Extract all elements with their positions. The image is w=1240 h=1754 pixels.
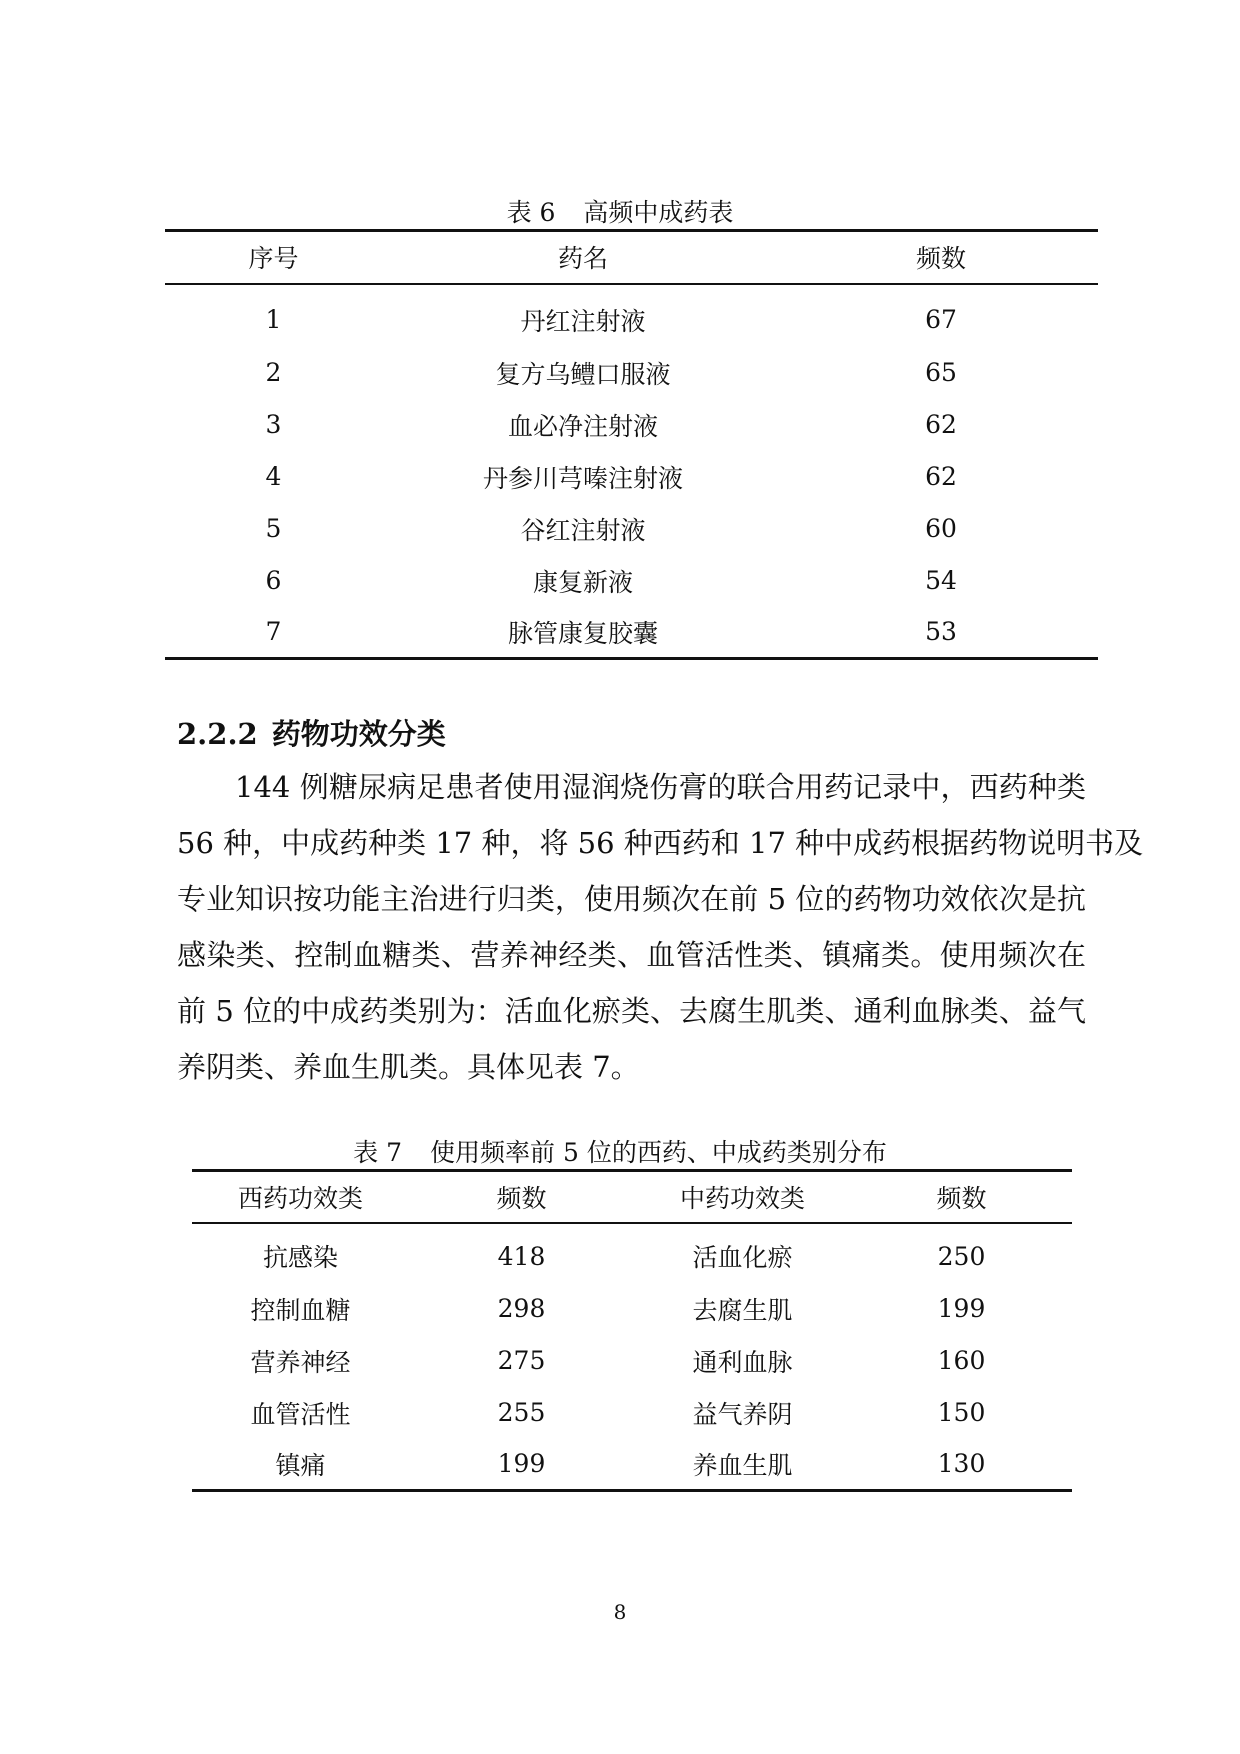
table6-header-cell: 频数 <box>784 231 1098 284</box>
table-row <box>192 1387 1072 1439</box>
table-cell: 谷红注射液 <box>520 515 646 545</box>
table-cell: 丹参川芎嗪注射液 <box>482 463 683 493</box>
table-row <box>165 555 1098 607</box>
table-cell: 250 <box>937 1241 986 1271</box>
table7-caption-label: 表 7 <box>353 1138 403 1167</box>
paragraph-line: 专业知识按功能主治进行归类，使用频次在前 5 位的药物功效依次是抗 <box>177 882 1086 916</box>
table-cell: 199 <box>937 1294 986 1323</box>
paragraph-line: 养阴类、养血生肌类。具体见表 7。 <box>177 1050 640 1084</box>
body-paragraph <box>177 759 1144 1095</box>
table-row <box>192 1283 1072 1335</box>
section-heading <box>177 712 446 753</box>
table-cell: 3 <box>265 410 282 439</box>
table-cell: 6 <box>265 566 282 595</box>
page-number: 8 <box>613 1600 627 1624</box>
table-cell: 养血生肌 <box>692 1450 793 1480</box>
table-cell: 67 <box>925 305 957 334</box>
table-cell: 活血化瘀 <box>692 1243 793 1272</box>
table-cell: 脉管康复胶囊 <box>507 618 658 648</box>
table-cell: 255 <box>497 1398 546 1427</box>
table-cell: 53 <box>925 617 957 647</box>
table-row <box>192 1223 1072 1283</box>
table-cell: 60 <box>925 514 957 543</box>
table7-header-cell: 频数 <box>851 1171 1072 1223</box>
table-cell: 150 <box>937 1398 986 1427</box>
table6-caption <box>0 193 1240 229</box>
table-cell: 血管活性 <box>250 1399 351 1429</box>
table-cell: 275 <box>497 1346 546 1375</box>
table7-header-cell: 西药功效类 <box>192 1171 409 1223</box>
table-cell: 4 <box>265 462 282 491</box>
table6-header-cell: 药名 <box>382 231 784 284</box>
table-cell: 65 <box>925 358 957 387</box>
table-cell: 复方乌鳢口服液 <box>495 359 671 389</box>
table6-caption-label: 表 6 <box>506 198 556 227</box>
table-cell: 控制血糖 <box>250 1295 351 1325</box>
table-cell: 丹红注射液 <box>520 306 646 336</box>
table-cell: 1 <box>265 305 282 334</box>
table-row <box>165 284 1098 347</box>
table-cell: 418 <box>497 1241 546 1271</box>
table-cell: 通利血脉 <box>692 1347 793 1377</box>
table7-header-row <box>192 1171 1072 1223</box>
table6-header-row <box>165 231 1098 284</box>
section-number: 2.2.2 <box>177 717 258 751</box>
paragraph-line: 144 例糖尿病足患者使用湿润烧伤膏的联合用药记录中，西药种类 <box>235 770 1086 804</box>
section-title: 药物功效分类 <box>271 717 446 751</box>
table7-caption <box>0 1133 1240 1169</box>
table-row <box>165 399 1098 451</box>
table7-caption-title: 使用频率前 5 位的西药、中成药类别分布 <box>430 1138 887 1167</box>
table-row <box>165 607 1098 659</box>
table7-header-cell: 频数 <box>409 1171 634 1223</box>
paragraph-line: 前 5 位的中成药类别为：活血化瘀类、去腐生肌类、通利血脉类、益气 <box>177 994 1086 1028</box>
table-cell: 镇痛 <box>275 1450 326 1480</box>
table-row <box>192 1335 1072 1387</box>
table-cell: 130 <box>937 1449 986 1479</box>
table-cell: 血必净注射液 <box>507 411 658 441</box>
table-cell: 298 <box>497 1294 546 1323</box>
table-row <box>165 503 1098 555</box>
table7-header-cell: 中药功效类 <box>634 1171 851 1223</box>
paragraph-line: 感染类、控制血糖类、营养神经类、血管活性类、镇痛类。使用频次在 <box>177 938 1086 972</box>
table6 <box>165 229 1098 660</box>
table-cell: 62 <box>925 410 957 439</box>
table-cell: 去腐生肌 <box>692 1295 793 1325</box>
table-cell: 2 <box>265 358 282 387</box>
table-cell: 62 <box>925 462 957 491</box>
table-cell: 7 <box>265 617 282 647</box>
table-cell: 5 <box>265 514 282 543</box>
table-cell: 益气养阴 <box>692 1399 793 1429</box>
table-cell: 营养神经 <box>250 1347 351 1377</box>
table-cell: 抗感染 <box>262 1243 338 1272</box>
table-cell: 160 <box>937 1346 986 1375</box>
table-row <box>165 347 1098 399</box>
table-cell: 54 <box>925 566 957 595</box>
table7 <box>192 1169 1072 1492</box>
table-cell: 康复新液 <box>532 567 633 597</box>
table6-caption-title: 高频中成药表 <box>583 198 734 227</box>
table6-header-cell: 序号 <box>165 231 382 284</box>
table-cell: 199 <box>497 1449 546 1479</box>
table-row <box>192 1439 1072 1491</box>
table-row <box>165 451 1098 503</box>
paragraph-line: 56 种，中成药种类 17 种，将 56 种西药和 17 种中成药根据药物说明书及 <box>177 826 1144 860</box>
